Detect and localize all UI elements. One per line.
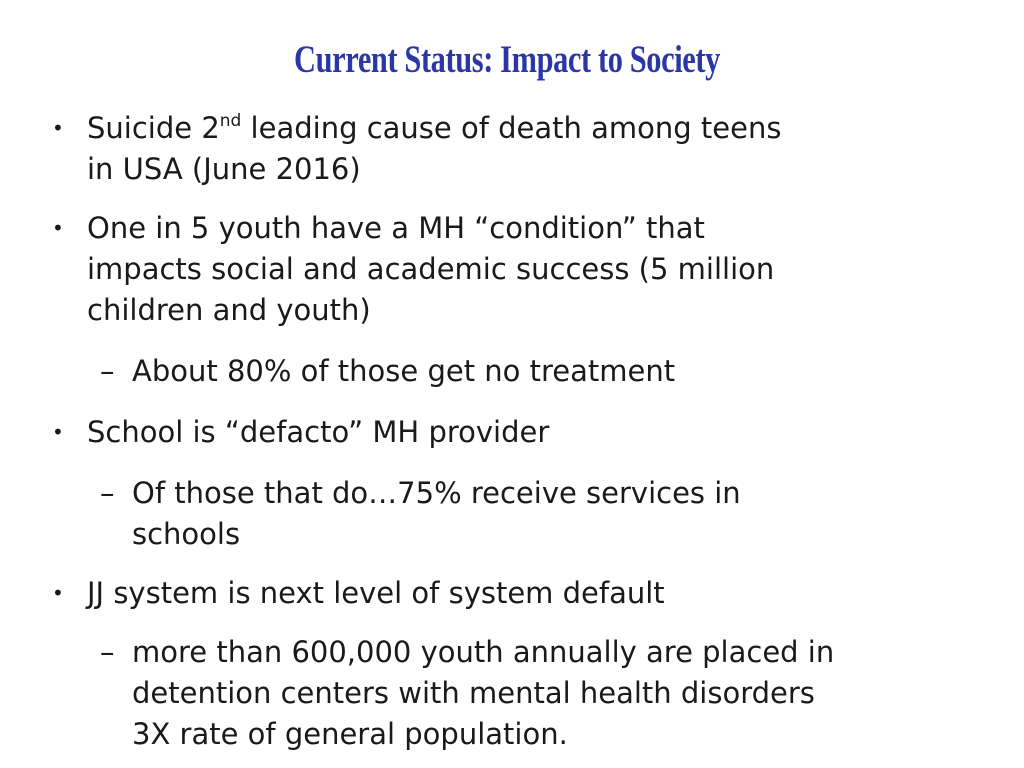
sub-bullet-line: Of those that do…75% receive services in [132, 476, 741, 510]
bullet-icon: • [52, 581, 64, 605]
slide-body [48, 108, 938, 755]
bullet-item-jj-system [48, 573, 938, 614]
bullet-item-youth-condition [48, 208, 938, 331]
bullet-icon: • [52, 116, 64, 140]
sub-bullet-item-detention [48, 632, 938, 755]
sub-bullet-line: schools [132, 517, 241, 551]
bullet-line [87, 108, 938, 149]
sub-bullet-line: more than 600,000 youth annually are placed in [132, 635, 835, 669]
bullet-icon: • [52, 216, 64, 240]
slide-title: Current Status: Impact to Society [294, 38, 720, 81]
bullet-icon: • [52, 420, 64, 444]
bullet-line: One in 5 youth have a MH “condition” that [87, 211, 705, 245]
sub-bullet-line: 3X rate of general population. [132, 717, 568, 751]
dash-icon: – [100, 635, 115, 669]
bullet-item-school-provider [48, 412, 938, 453]
bullet-text: leading cause of death among teens [241, 111, 782, 145]
dash-icon: – [100, 476, 115, 510]
bullet-text: Suicide 2 [87, 111, 220, 145]
sub-bullet-line: About 80% of those get no treatment [132, 354, 676, 388]
dash-icon: – [100, 354, 115, 388]
sub-bullet-item-school-services [48, 473, 938, 555]
sub-bullet-item-no-treatment [48, 351, 938, 392]
sub-bullet-line: detention centers with mental health disorders [132, 676, 815, 710]
bullet-line: impacts social and academic success (5 million [87, 252, 775, 286]
bullet-line: in USA (June 2016) [87, 152, 361, 186]
bullet-line: children and youth) [87, 293, 371, 327]
superscript-text: nd [219, 111, 242, 131]
bullet-item-suicide [48, 108, 938, 190]
bullet-line: JJ system is next level of system default [87, 576, 665, 610]
bullet-line: School is “defacto” MH provider [87, 415, 550, 449]
